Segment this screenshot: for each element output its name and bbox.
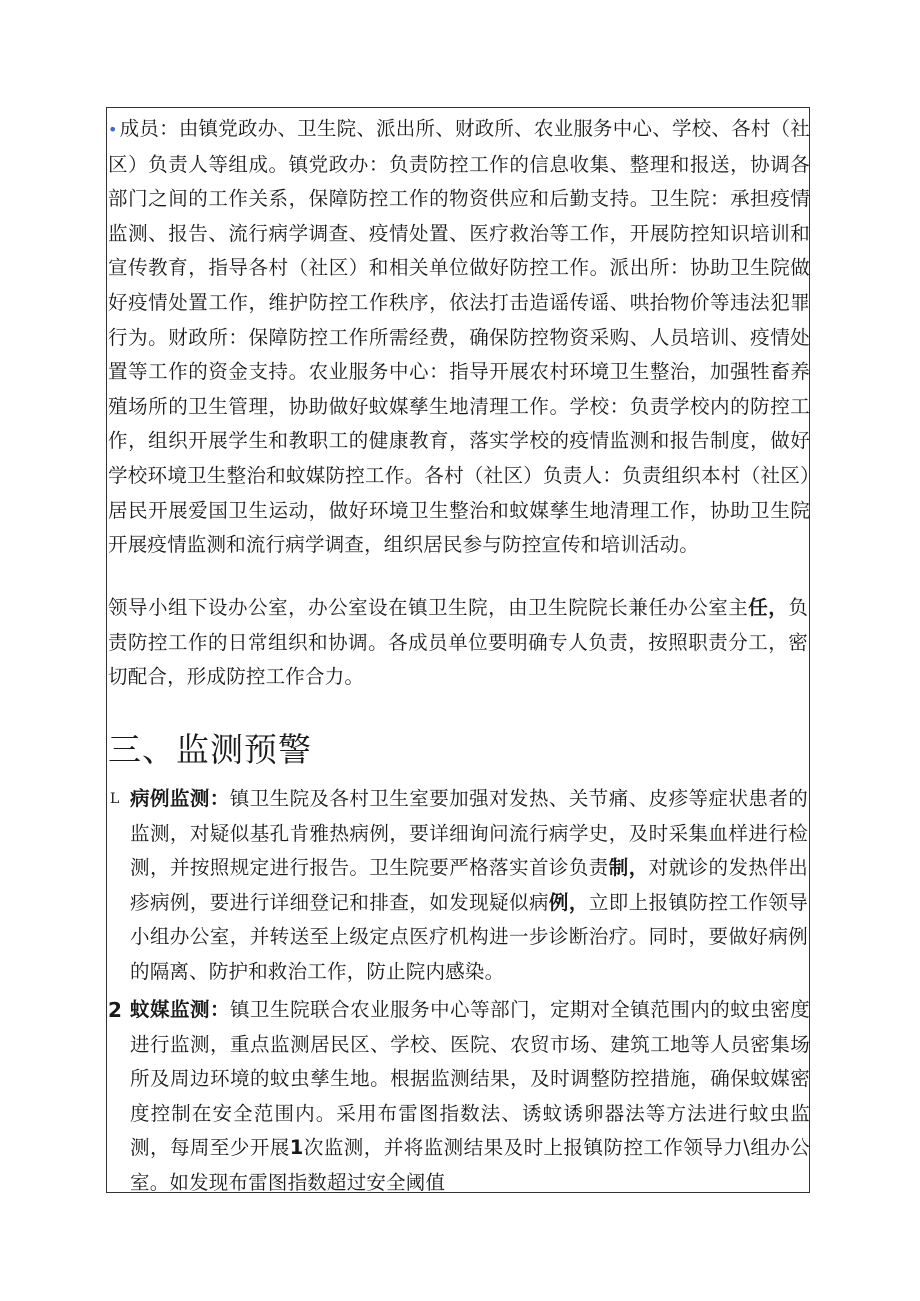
section-heading: 三、监测预警 xyxy=(108,730,312,769)
case-monitoring-item xyxy=(110,782,809,990)
item-2-text-1: 镇卫生院联合农业服务中心等部门，定期对全镇范围内的蚊虫密度进行监测，重点监测居民区、学校、医院、农贸市场、建筑工地等人员密集场所及周边环境的蚊虫孳生地。根据监测结果，及时调整防控措施，确保蚊媒密度控制在安全范围内。采用布雷图指数法、诱蚊诱卵器法等方法进行蚊虫监测，每周至少开展 xyxy=(130,998,810,1160)
vector-monitoring-item xyxy=(108,993,810,1201)
office-paragraph xyxy=(108,591,808,695)
item-1-text-2: 对就诊的发热伴出疹病例，要进行详细登记和排查，如发现疑似病 xyxy=(130,856,808,914)
item-2-bold: 1 xyxy=(289,1136,304,1160)
item-1-bold-2: 例， xyxy=(548,890,589,914)
item-2-title: 蚊媒监测： xyxy=(130,998,231,1021)
office-text-2: 负责防控工作的日常组织和协调。各成员单位要明确专人负责，按照职责分工，密切配合，形成防控工作合力。 xyxy=(108,596,809,689)
item-1-text-3: 立即上报镇防控工作领导小组办公室，并转送至上级定点医疗机构进一步诊断治疗。同时，要做好病例的隔离、防护和救治工作，防止院内感染。 xyxy=(130,890,809,983)
bullet-icon: • xyxy=(108,120,118,139)
members-paragraph xyxy=(108,112,810,563)
item-1-bold-1: 制， xyxy=(608,856,649,880)
item-2-text-2: 次监测，并将监测结果及时上报镇防控工作领导力\组办公室。如发现布雷图指数超过安全阈值 xyxy=(130,1136,810,1194)
office-text-bold: 任， xyxy=(748,596,789,619)
members-text: 成员：由镇党政办、卫生院、派出所、财政所、农业服务中心、学校、各村（社区）负责人等组成。镇党政办：负责防控工作的信息收集、整理和报送，协调各部门之间的工作关系，保障防控工作的物资供应和后勤支持。卫生院：承担疫情监测、报告、流行病学调查、疫情处置、医疗救治等工作，开展防控知识培训和宣传教育，指导各村（社区）和相关单位做好防控工作。派出所：协助卫生院做好疫情处置工作，维护防控工作秩序，依法打击造谣传谣、哄抬物价等违法犯罪行为。财政所：保障防控工作所需经费，确保防控物资采购、人员培训、疫情处置等工作的资金支持。农业服务中心：指导开展农村环境卫生整治，加强牲畜养殖场所的卫生管理，协助做好蚊媒孳生地清理工作。学校：负责学校内的防控工作，组织开展学生和教职工的健康教育，落实学校的疫情监测和报告制度，做好学校环境卫生整治和蚊媒防控工作。各村（社区）负责人：负责组织本村（社区）居民开展爱国卫生运动，做好环境卫生整治和蚊媒孳生地清理工作，协助卫生院开展疫情监测和流行病学调查，组织居民参与防控宣传和培训活动。 xyxy=(108,117,810,557)
item-1-text-1: 镇卫生院及各村卫生室要加强对发热、关节痛、皮疹等症状患者的监测，对疑似基孔肯雅热病例，要详细询问流行病学史，及时采集血样进行检测，并按照规定进行报告。卫生院要严格落实首诊负责 xyxy=(130,787,808,880)
item-2-marker: 2 xyxy=(108,998,123,1022)
item-1-marker: L xyxy=(110,791,120,807)
office-text-1: 领导小组下设办公室，办公室设在镇卫生院，由卫生院院长兼任办公室主 xyxy=(108,596,749,619)
item-1-title: 病例监测： xyxy=(130,787,230,810)
